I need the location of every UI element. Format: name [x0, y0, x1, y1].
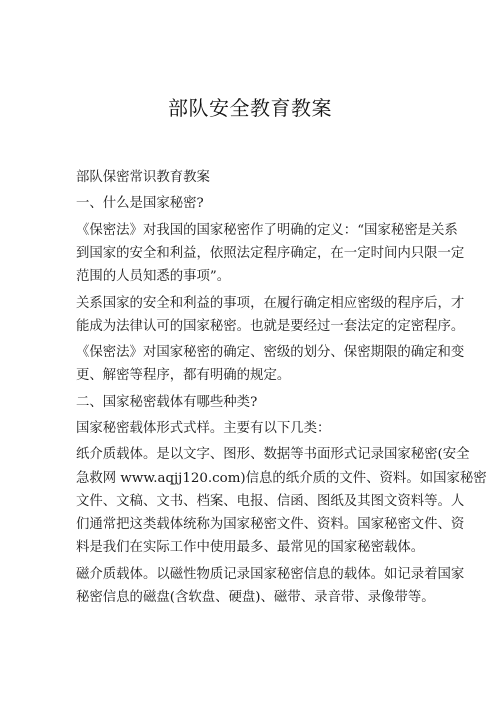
- document-title: 部队安全教育教案: [168, 96, 332, 120]
- text-line: 能成为法律认可的国家秘密。也就是要经过一套法定的定密程序。: [76, 318, 465, 334]
- text-line: 部队保密常识教育教案: [76, 170, 210, 185]
- paragraph-law: [76, 341, 465, 387]
- section-heading-1: [76, 192, 428, 215]
- text-line: 二、国家秘密载体有哪些种类?: [76, 394, 258, 410]
- text-line: 纸介质载体。是以文字、图形、数据等书面形式记录国家秘密(安全: [76, 447, 470, 463]
- text-line: 《保密法》对我国的国家秘密作了明确的定义：“国家秘密是关系: [76, 222, 458, 238]
- document-body: [76, 166, 487, 609]
- paragraph-carrier-types: [76, 417, 428, 440]
- paragraph-magnetic-carrier: [76, 563, 465, 609]
- text-line: 磁介质载体。以磁性物质记录国家秘密信息的载体。如记录着国家: [76, 566, 465, 582]
- text-line: 《保密法》对国家秘密的确定、密级的划分、保密期限的确定和变: [76, 345, 465, 361]
- text-line: 到国家的安全和利益，依照法定程序确定，在一定时间内只限一定: [76, 245, 465, 261]
- paragraph-definition: [76, 219, 465, 289]
- paragraph-paper-carrier: [76, 443, 487, 559]
- text-line: 急救网 www.aqjj120.com)信息的纸介质的文件、资料。如国家秘密: [76, 470, 487, 486]
- paragraph-heading-intro: [76, 166, 428, 189]
- text-line: 料是我们在实际工作中使用最多、最常见的国家秘密载体。: [76, 540, 425, 556]
- text-line: 国家秘密载体形式式样。主要有以下几类：: [76, 421, 331, 436]
- text-line: 更、解密等程序，都有明确的规定。: [76, 368, 291, 384]
- text-line: 们通常把这类载体统称为国家秘密文件、资料。国家秘密文件、资: [76, 516, 465, 532]
- text-line: 文件、文稿、文书、档案、电报、信函、图纸及其图文资料等。人: [76, 493, 465, 509]
- paragraph-procedure: [76, 292, 465, 338]
- section-heading-2: [76, 391, 428, 414]
- text-line: 范围的人员知悉的事项”。: [76, 269, 231, 285]
- text-line: 一、什么是国家秘密?: [76, 196, 204, 212]
- text-line: 秘密信息的磁盘(含软盘、硬盘)、磁带、录音带、录像带等。: [76, 589, 435, 605]
- text-line: 关系国家的安全和利益的事项，在履行确定相应密级的程序后，才: [76, 295, 465, 311]
